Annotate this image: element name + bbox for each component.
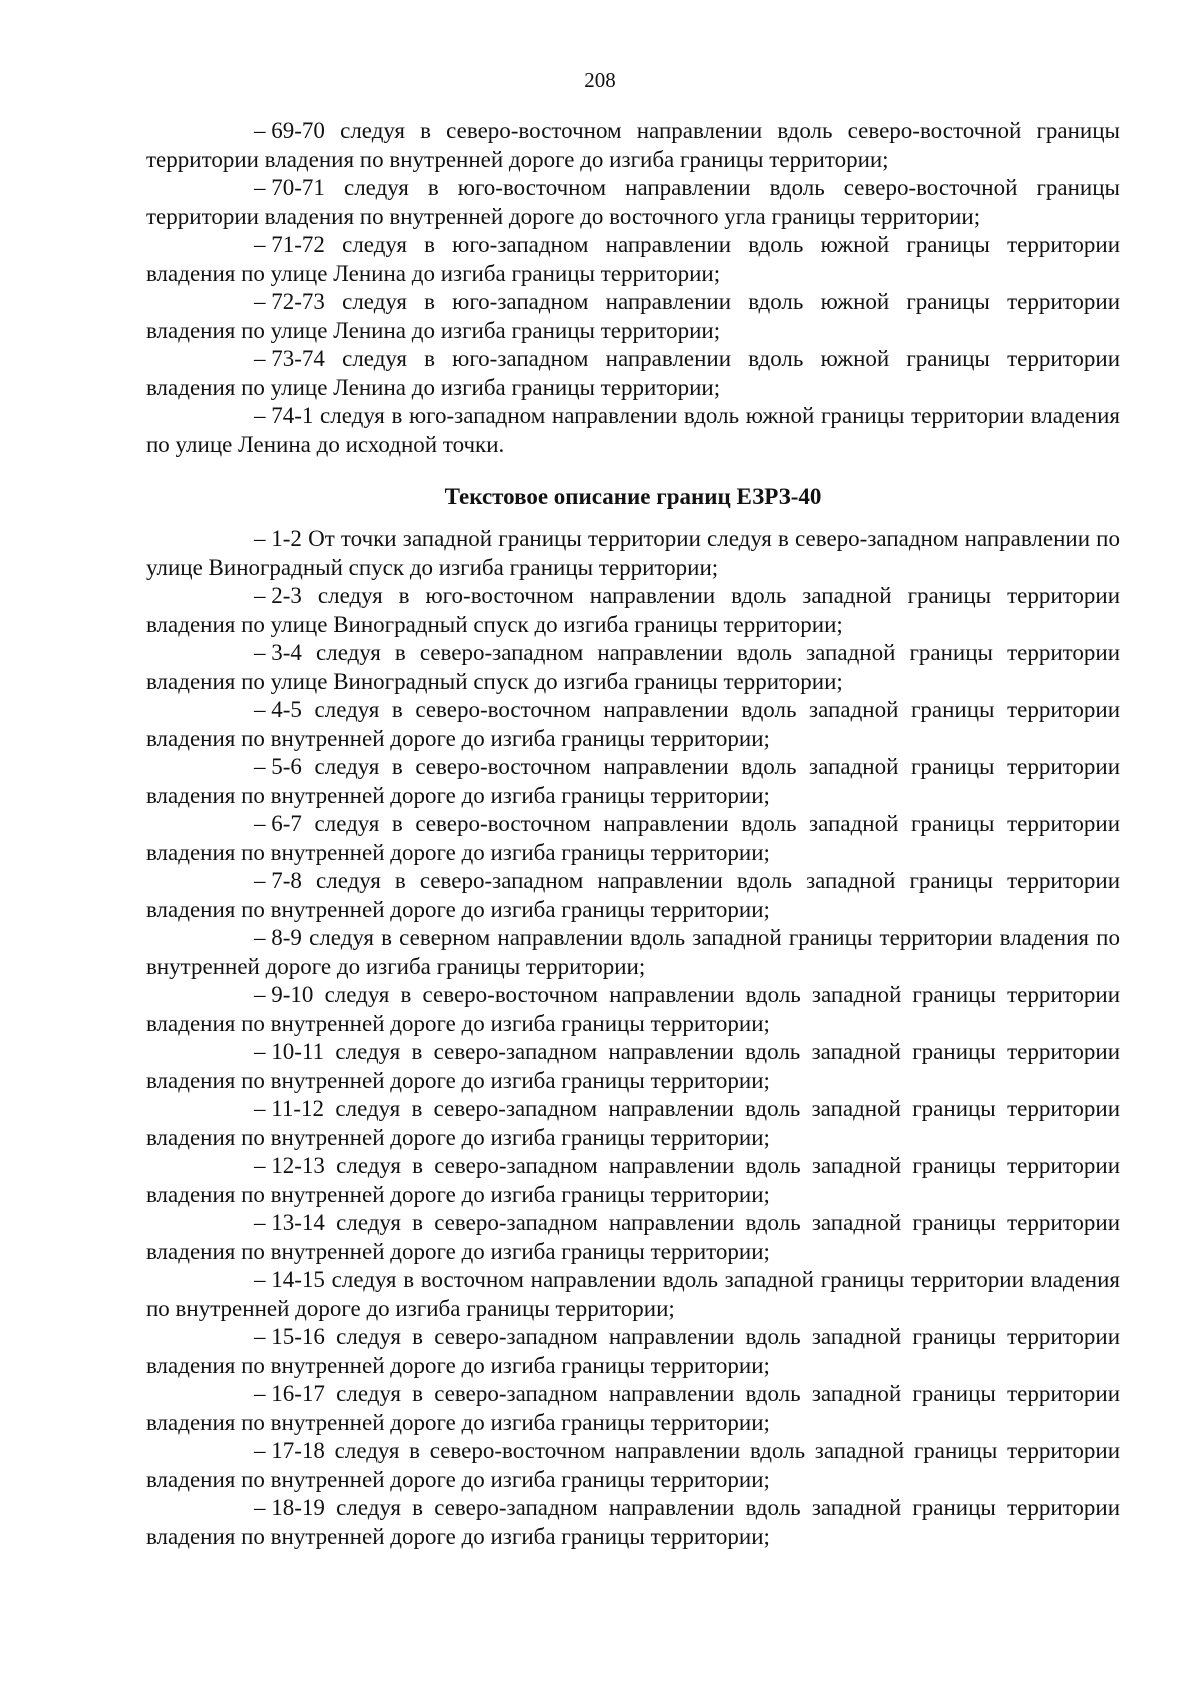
segment-description: следуя в северо-западном направлении вдоль западной границы территории владения по внутренней дороге до изгиба границы территории; — [146, 1210, 1121, 1264]
segment-label: – 17-18 — [254, 1438, 325, 1463]
boundary-entry — [146, 753, 1120, 810]
segment-description: следуя в юго-западном направлении вдоль южной границы территории владения по улице Ленина до изгиба границы территории; — [146, 346, 1121, 400]
segment-label: – 10-11 — [254, 1039, 325, 1064]
boundary-entry — [146, 696, 1120, 753]
segment-label: – 69-70 — [254, 118, 325, 143]
segment-label: – 4-5 — [254, 697, 302, 722]
segment-description: следуя в северо-западном направлении вдоль западной границы территории владения по улице Виноградный спуск до изгиба границы территории; — [146, 640, 1121, 694]
segment-description: следуя в северо-восточном направлении вдоль северо-восточной границы территории владения по внутренней дороге до изгиба границы территории; — [146, 118, 1120, 172]
boundary-entry — [146, 1152, 1120, 1209]
segment-label: – 6-7 — [254, 811, 302, 836]
segment-label: – 15-16 — [254, 1324, 325, 1349]
boundary-list-ezrz-40 — [146, 525, 1120, 1551]
segment-description: следуя в северо-восточном направлении вдоль западной границы территории владения по внутренней дороге до изгиба границы территории; — [146, 697, 1121, 751]
segment-label: – 74-1 — [254, 403, 314, 428]
segment-description: следуя в северо-западном направлении вдоль западной границы территории владения по внутренней дороге до изгиба границы территории; — [146, 868, 1121, 922]
boundary-entry — [146, 231, 1120, 288]
boundary-entry — [146, 402, 1120, 459]
boundary-entry — [146, 981, 1120, 1038]
segment-description: следуя в юго-восточном направлении вдоль северо-восточной границы территории владения по внутренней дороге до восточного угла границы территории; — [146, 175, 1120, 229]
boundary-entry — [146, 117, 1120, 174]
segment-label: – 72-73 — [254, 289, 325, 314]
page-number: 208 — [584, 68, 616, 92]
segment-label: – 18-19 — [254, 1495, 325, 1520]
segment-description: следуя в северо-восточном направлении вдоль западной границы территории владения по внутренней дороге до изгиба границы территории; — [146, 811, 1121, 865]
segment-label: – 16-17 — [254, 1381, 325, 1406]
segment-description: следуя в северо-западном направлении вдоль западной границы территории владения по внутренней дороге до изгиба границы территории; — [146, 1381, 1121, 1435]
segment-description: следуя в северо-восточном направлении вдоль западной границы территории владения по внутренней дороге до изгиба границы территории; — [146, 754, 1121, 808]
boundary-entry — [146, 288, 1120, 345]
boundary-list-previous — [146, 117, 1120, 459]
boundary-entry — [146, 1266, 1120, 1323]
segment-description: следуя в северо-западном направлении вдоль западной границы территории владения по внутренней дороге до изгиба границы территории; — [146, 1495, 1121, 1549]
segment-label: – 7-8 — [254, 868, 302, 893]
segment-description: следуя в юго-западном направлении вдоль южной границы территории владения по улице Ленина до изгиба границы территории; — [146, 289, 1121, 343]
boundary-entry — [146, 924, 1120, 981]
boundary-entry — [146, 1380, 1120, 1437]
segment-label: – 1-2 — [254, 526, 302, 551]
segment-label: – 12-13 — [254, 1153, 325, 1178]
boundary-entry — [146, 1494, 1120, 1551]
segment-label: – 9-10 — [254, 982, 314, 1007]
segment-label: – 11-12 — [254, 1096, 325, 1121]
segment-label: – 2-3 — [254, 583, 302, 608]
boundary-entry — [146, 345, 1120, 402]
boundary-entry — [146, 525, 1120, 582]
segment-description: следуя в юго-западном направлении вдоль южной границы территории владения по улице Ленина до изгиба границы территории; — [146, 232, 1121, 286]
boundary-entry — [146, 1038, 1120, 1095]
boundary-entry — [146, 810, 1120, 867]
boundary-entry — [146, 582, 1120, 639]
segment-label: – 14-15 — [254, 1267, 325, 1292]
segment-label: – 71-72 — [254, 232, 325, 257]
segment-description: следуя в северо-восточном направлении вдоль западной границы территории владения по внутренней дороге до изгиба границы территории; — [146, 982, 1121, 1036]
segment-label: – 3-4 — [254, 640, 302, 665]
boundary-entry — [146, 867, 1120, 924]
boundary-entry — [146, 1209, 1120, 1266]
segment-label: – 13-14 — [254, 1210, 325, 1235]
segment-description: следуя в восточном направлении вдоль западной границы территории владения по внутренней дороге до изгиба границы территории; — [146, 1267, 1120, 1321]
segment-description: следуя в юго-восточном направлении вдоль западной границы территории владения по улице Виноградный спуск до изгиба границы территории; — [146, 583, 1120, 637]
segment-description: следуя в северо-западном направлении вдоль западной границы территории владения по внутренней дороге до изгиба границы территории; — [146, 1039, 1121, 1093]
segment-description: следуя в юго-западном направлении вдоль южной границы территории владения по улице Ленина до исходной точки. — [146, 403, 1120, 457]
segment-description: следуя в северо-западном направлении вдоль западной границы территории владения по внутренней дороге до изгиба границы территории; — [146, 1153, 1121, 1207]
segment-description: следуя в северо-восточном направлении вдоль западной границы территории владения по внутренней дороге до изгиба границы территории; — [146, 1438, 1121, 1492]
section-title: Текстовое описание границ ЕЗРЗ-40 — [444, 484, 822, 509]
boundary-entry — [146, 1323, 1120, 1380]
boundary-entry — [146, 639, 1120, 696]
segment-label: – 73-74 — [254, 346, 325, 371]
segment-description: следуя в северо-западном направлении вдоль западной границы территории владения по внутренней дороге до изгиба границы территории; — [146, 1324, 1121, 1378]
boundary-entry — [146, 1095, 1120, 1152]
segment-label: – 8-9 — [254, 925, 302, 950]
segment-description: следуя в северном направлении вдоль западной границы территории владения по внутренней дороге до изгиба границы территории; — [146, 925, 1120, 979]
segment-description: следуя в северо-западном направлении вдоль западной границы территории владения по внутренней дороге до изгиба границы территории; — [146, 1096, 1121, 1150]
boundary-entry — [146, 1437, 1120, 1494]
segment-label: – 5-6 — [254, 754, 302, 779]
boundary-entry — [146, 174, 1120, 231]
segment-label: – 70-71 — [254, 175, 325, 200]
segment-description: От точки западной границы территории следуя в северо-западном направлении по улице Виноградный спуск до изгиба границы территории; — [146, 526, 1120, 580]
